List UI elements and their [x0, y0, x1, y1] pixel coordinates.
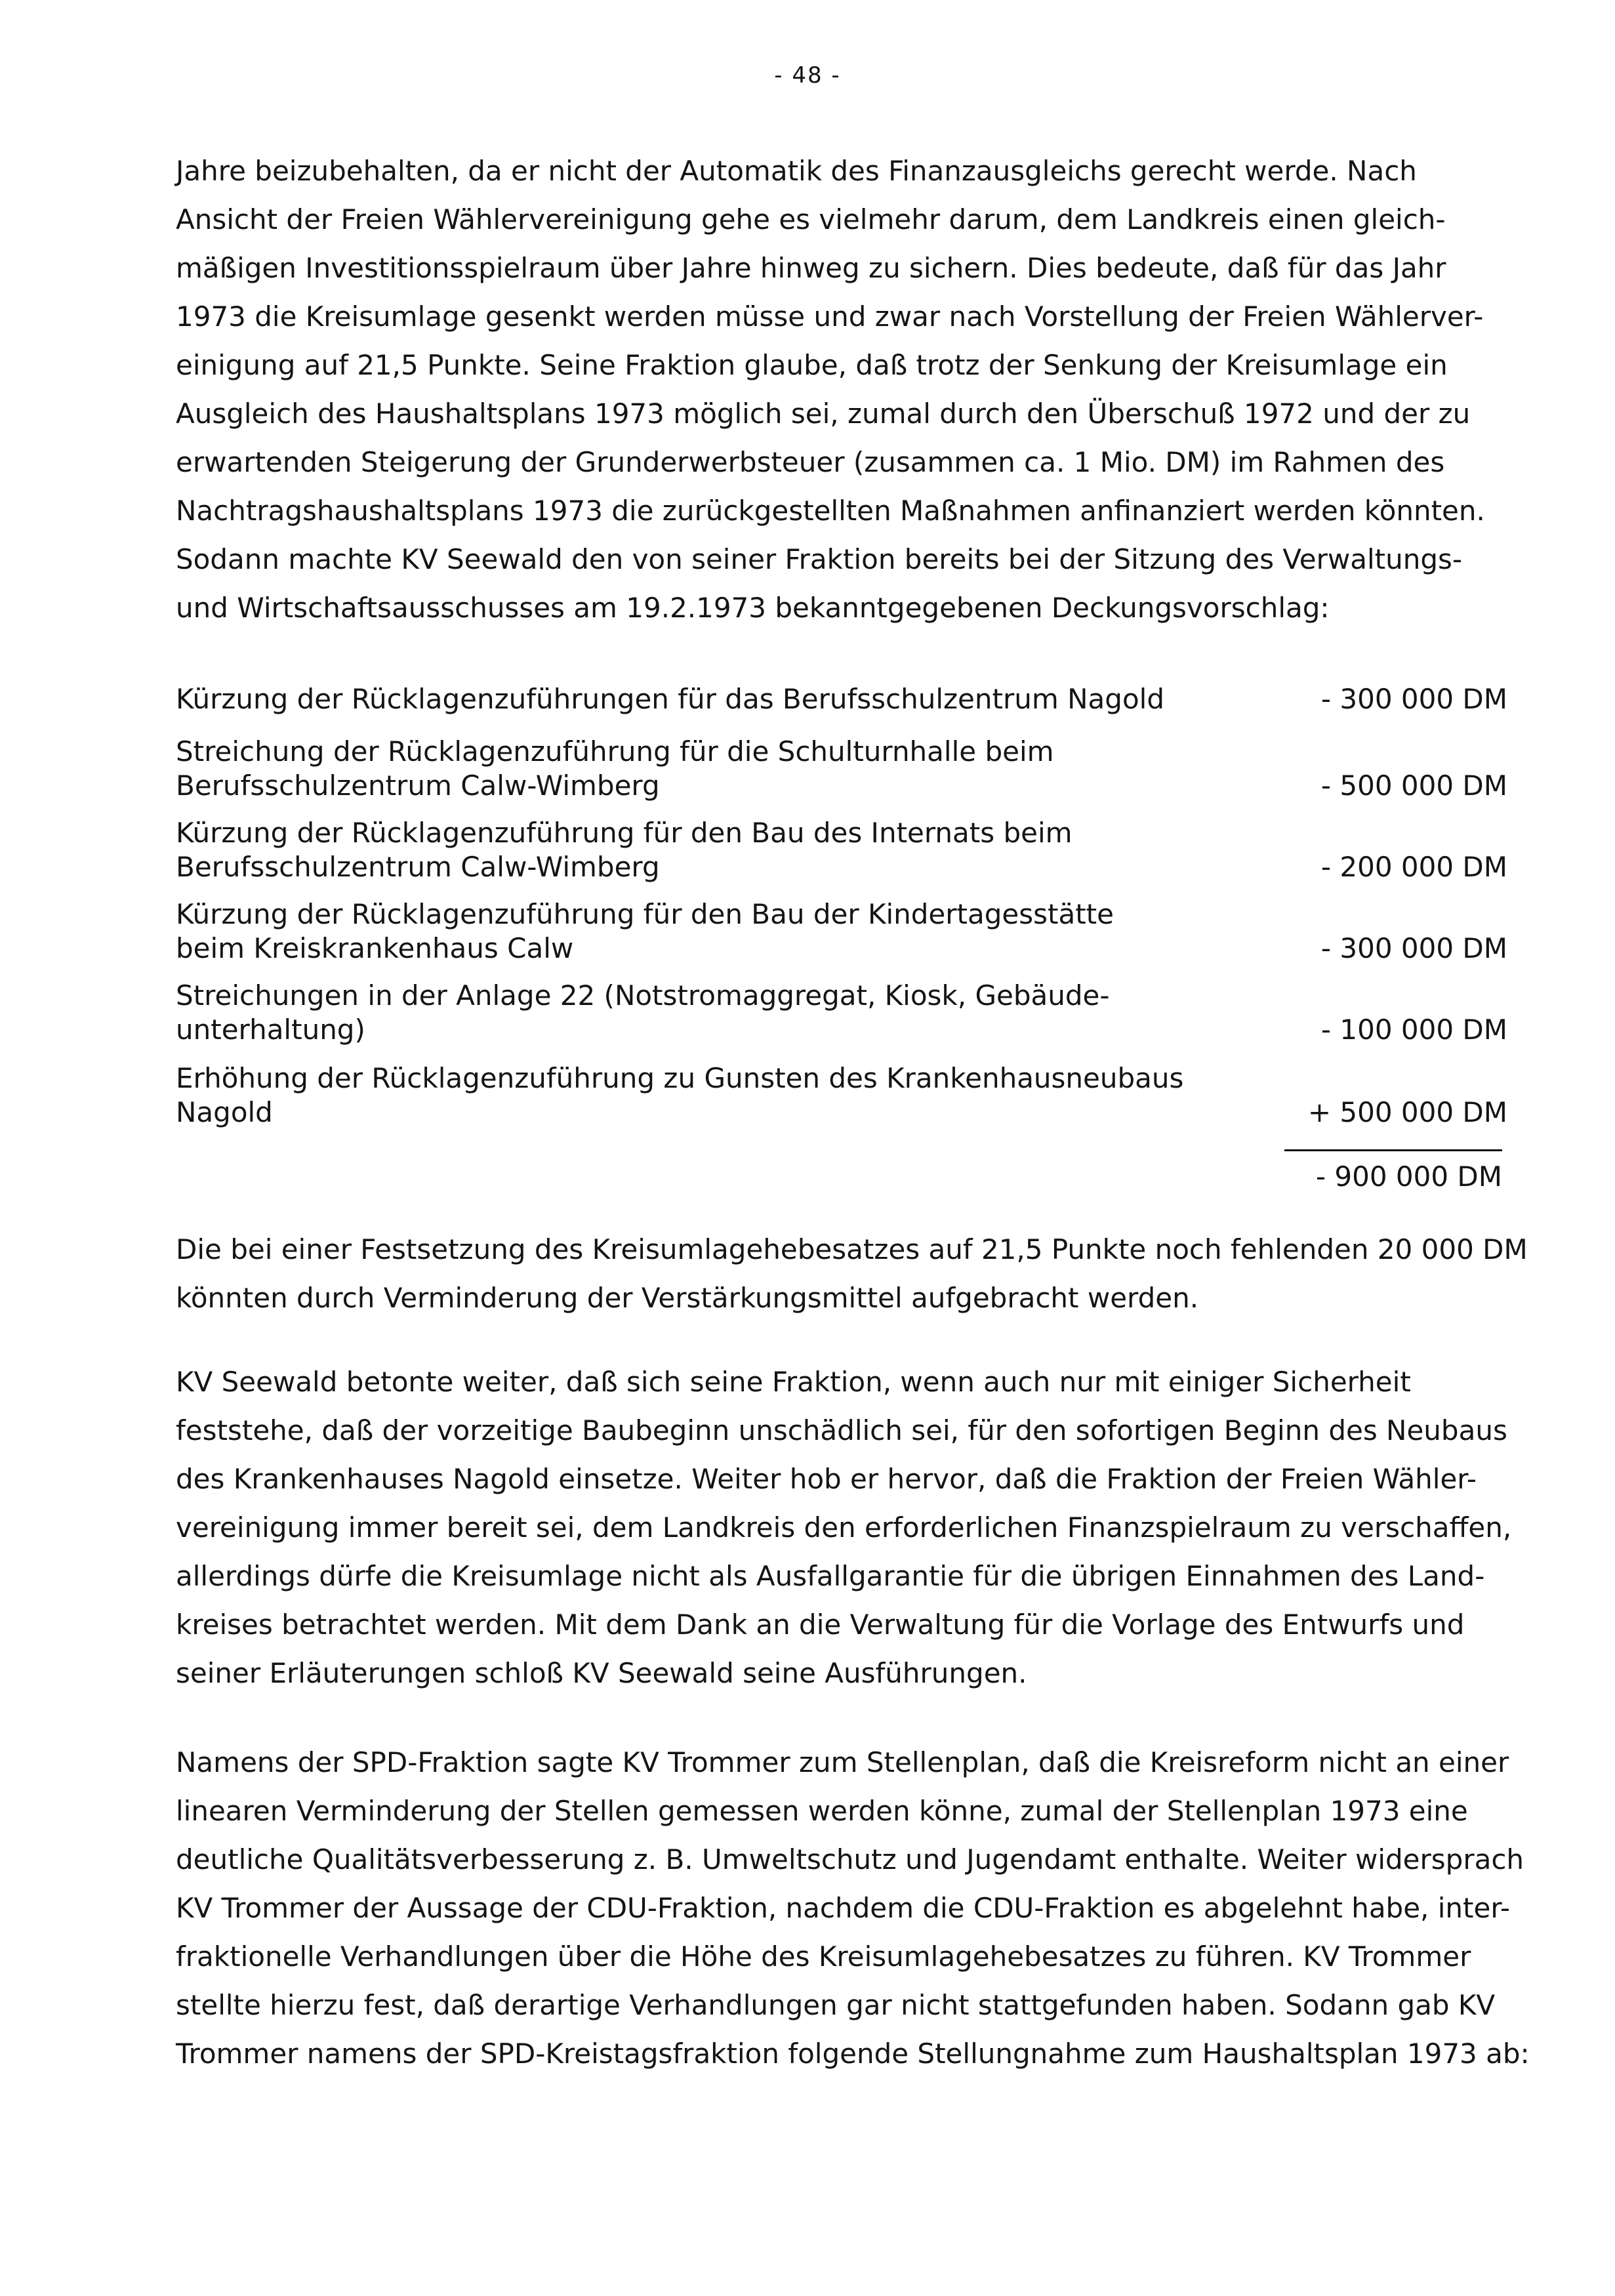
text-line: 1973 die Kreisumlage gesenkt werden müsse und zwar nach Vorstellung der Freien Wählerver- — [176, 300, 1484, 333]
text-line: Jahre beizubehalten, da er nicht der Automatik des Finanzausgleichs gerecht werde. Nach — [176, 155, 1417, 187]
budget-total: - 900 000 DM — [1315, 1160, 1502, 1193]
text-line: beim Kreiskrankenhaus Calw — [176, 932, 574, 964]
budget-item-amount: + 500 000 DM — [1307, 1096, 1507, 1128]
text-line: seiner Erläuterungen schloß KV Seewald seine Ausführungen. — [176, 1657, 1027, 1689]
text-line: Namens der SPD-Fraktion sagte KV Trommer zum Stellenplan, daß die Kreisreform nicht an einer — [176, 1746, 1509, 1778]
text-line: könnten durch Verminderung der Verstärkungsmittel aufgebracht werden. — [176, 1282, 1199, 1314]
paragraph-3 — [176, 1358, 1566, 1698]
text-line: Nagold — [176, 1096, 273, 1128]
budget-item-description — [176, 816, 1258, 884]
text-line: Erhöhung der Rücklagenzuführung zu Gunsten des Krankenhausneubaus — [176, 1062, 1184, 1094]
paragraph-1 — [176, 147, 1566, 632]
text-line: feststehe, daß der vorzeitige Baubeginn unschädlich sei, für den sofortigen Beginn des Neubaus — [176, 1414, 1507, 1446]
text-line: einigung auf 21,5 Punkte. Seine Fraktion glaube, daß trotz der Senkung der Kreisumlage ein — [176, 349, 1448, 381]
budget-item-description — [176, 979, 1258, 1047]
text-line: Streichung der Rücklagenzuführung für die Schulturnhalle beim — [176, 735, 1054, 768]
text-line: linearen Verminderung der Stellen gemessen werden könne, zumal der Stellenplan 1973 eine — [176, 1795, 1468, 1827]
paragraph-4 — [176, 1738, 1566, 2078]
text-line: erwartenden Steigerung der Grunderwerbsteuer (zusammen ca. 1 Mio. DM) im Rahmen des — [176, 446, 1445, 478]
page-number: - 48 - — [774, 62, 841, 89]
text-line: Berufsschulzentrum Calw-Wimberg — [176, 769, 660, 802]
paragraph-2 — [176, 1225, 1566, 1322]
text-line: allerdings dürfe die Kreisumlage nicht als Ausfallgarantie für die übrigen Einnahmen des Land- — [176, 1560, 1485, 1592]
text-line: des Krankenhauses Nagold einsetze. Weiter hob er hervor, daß die Fraktion der Freien Wähler- — [176, 1463, 1477, 1495]
text-line: Die bei einer Festsetzung des Kreisumlagehebesatzes auf 21,5 Punkte noch fehlenden 20 000 DM — [176, 1233, 1528, 1265]
budget-item-amount: - 300 000 DM — [1320, 683, 1507, 715]
text-line: stellte hierzu fest, daß derartige Verhandlungen gar nicht stattgefunden haben. Sodann gab KV — [176, 1989, 1496, 2021]
budget-item-description — [176, 682, 1258, 716]
budget-item-amount: - 300 000 DM — [1320, 932, 1507, 964]
text-line: Ausgleich des Haushaltsplans 1973 möglich sei, zumal durch den Überschuß 1972 und der zu — [176, 398, 1471, 430]
budget-item-description — [176, 897, 1258, 966]
budget-item-description — [176, 735, 1258, 803]
budget-item-amount: - 200 000 DM — [1320, 851, 1507, 883]
text-line: Kürzung der Rücklagenzuführung für den Bau der Kindertagesstätte — [176, 898, 1114, 930]
text-line: KV Trommer der Aussage der CDU-Fraktion, nachdem die CDU-Fraktion es abgelehnt habe, inter- — [176, 1892, 1511, 1924]
sum-rule — [1284, 1149, 1502, 1151]
text-line: kreises betrachtet werden. Mit dem Dank an die Verwaltung für die Vorlage des Entwurfs und — [176, 1609, 1465, 1641]
budget-item-description — [176, 1061, 1258, 1130]
text-line: Ansicht der Freien Wählervereinigung gehe es vielmehr darum, dem Landkreis einen gleich- — [176, 203, 1446, 236]
text-line: fraktionelle Verhandlungen über die Höhe des Kreisumlagehebesatzes zu führen. KV Trommer — [176, 1940, 1471, 1973]
text-line: und Wirtschaftsausschusses am 19.2.1973 bekanntgegebenen Deckungsvorschlag: — [176, 592, 1330, 624]
text-line: Sodann machte KV Seewald den von seiner Fraktion bereits bei der Sitzung des Verwaltungs- — [176, 543, 1463, 575]
text-line: Kürzung der Rücklagenzuführungen für das Berufsschulzentrum Nagold — [176, 683, 1164, 715]
text-line: vereinigung immer bereit sei, dem Landkreis den erforderlichen Finanzspielraum zu verschaffen, — [176, 1511, 1512, 1544]
text-line: Berufsschulzentrum Calw-Wimberg — [176, 851, 660, 883]
text-line: KV Seewald betonte weiter, daß sich seine Fraktion, wenn auch nur mit einiger Sicherheit — [176, 1366, 1411, 1398]
text-line: mäßigen Investitionsspielraum über Jahre hinweg zu sichern. Dies bedeute, daß für das Jahr — [176, 252, 1446, 284]
text-line: Kürzung der Rücklagenzuführung für den Bau des Internats beim — [176, 817, 1073, 849]
text-line: unterhaltung) — [176, 1014, 365, 1046]
budget-item-amount: - 500 000 DM — [1320, 769, 1507, 802]
text-line: Nachtragshaushaltsplans 1973 die zurückgestellten Maßnahmen anfinanziert werden könnten. — [176, 495, 1485, 527]
budget-item-amount: - 100 000 DM — [1320, 1014, 1507, 1046]
text-line: Trommer namens der SPD-Kreistagsfraktion folgende Stellungnahme zum Haushaltsplan 1973 ab: — [176, 2038, 1530, 2070]
text-line: deutliche Qualitätsverbesserung z. B. Umweltschutz und Jugendamt enthalte. Weiter widersprach — [176, 1843, 1524, 1876]
text-line: Streichungen in der Anlage 22 (Notstromaggregat, Kiosk, Gebäude- — [176, 979, 1110, 1012]
